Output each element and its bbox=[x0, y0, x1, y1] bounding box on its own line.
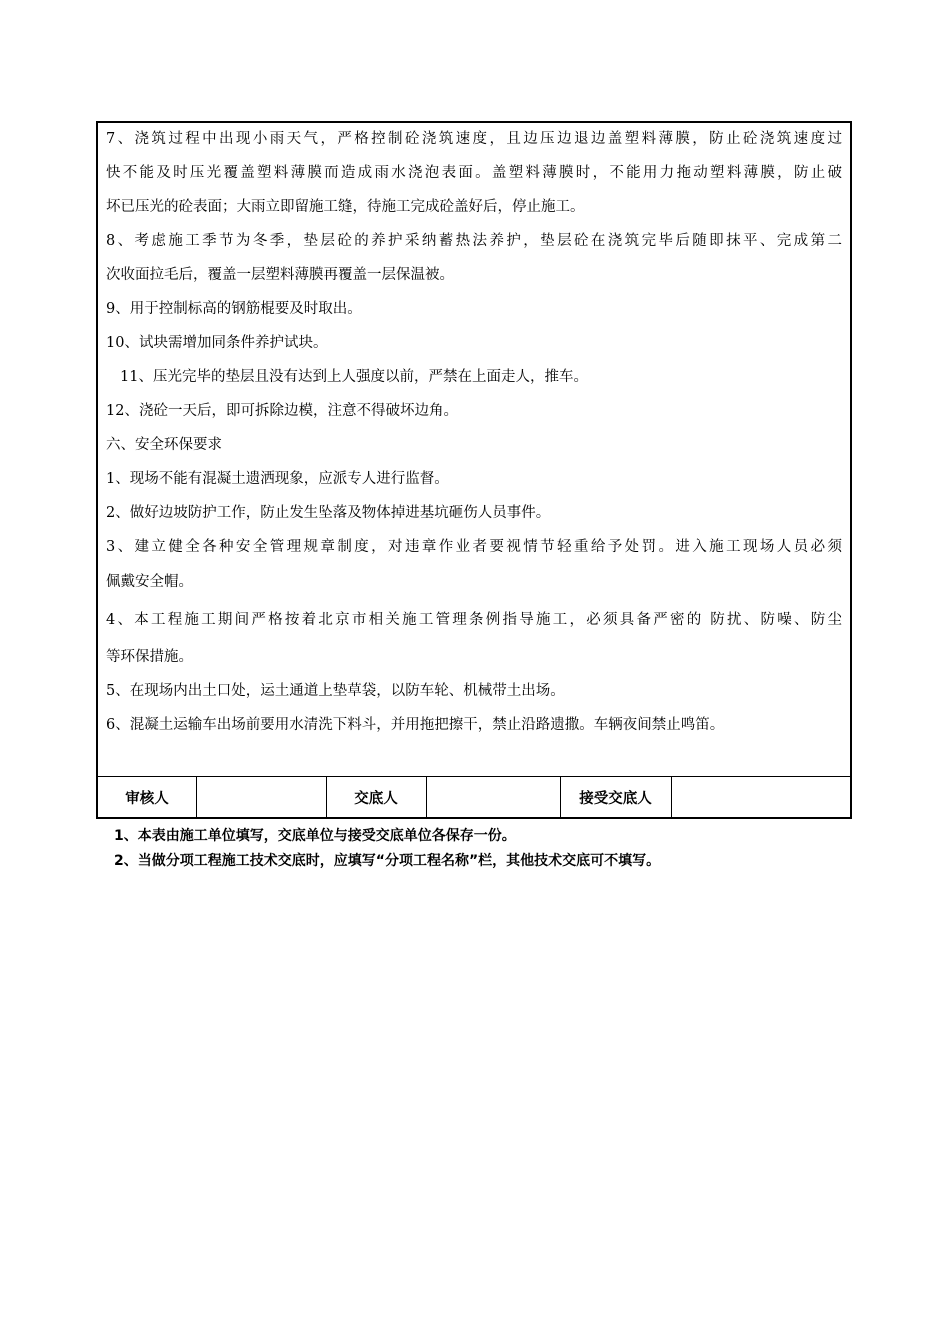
content-line: 10、试块需增加同条件养护试块。 bbox=[106, 335, 328, 351]
receiver-field[interactable] bbox=[671, 777, 850, 817]
content-line: 5、在现场内出土口处，运土通道上垫草袋，以防车轮、机械带土出场。 bbox=[106, 683, 565, 699]
content-line: 快不能及时压光覆盖塑料薄膜而造成雨水浇泡表面。盖塑料薄膜时，不能用力拖动塑料薄膜，防止破 bbox=[106, 165, 842, 181]
content-cell bbox=[106, 123, 842, 778]
signature-row bbox=[98, 776, 850, 817]
content-line: 1、现场不能有混凝土遗洒现象，应派专人进行监督。 bbox=[106, 471, 449, 487]
content-line: 次收面拉毛后，覆盖一层塑料薄膜再覆盖一层保温被。 bbox=[106, 267, 454, 283]
content-line: 佩戴安全帽。 bbox=[106, 574, 193, 590]
section-heading: 六、安全环保要求 bbox=[106, 437, 222, 453]
content-line: 7、浇筑过程中出现小雨天气，严格控制砼浇筑速度，且边压边退边盖塑料薄膜，防止砼浇筑速度过 bbox=[106, 131, 842, 147]
receiver-label: 接受交底人 bbox=[560, 777, 672, 817]
content-line: 12、浇砼一天后，即可拆除边模，注意不得破坏边角。 bbox=[106, 403, 458, 419]
reviewer-field[interactable] bbox=[196, 777, 327, 817]
footnote: 1、本表由施工单位填写，交底单位与接受交底单位各保存一份。 bbox=[114, 828, 516, 844]
footnote: 2、当做分项工程施工技术交底时，应填写“分项工程名称”栏，其他技术交底可不填写。 bbox=[114, 853, 661, 869]
presenter-field[interactable] bbox=[426, 777, 561, 817]
content-line: 3、建立健全各种安全管理规章制度，对违章作业者要视情节轻重给予处罚。进入施工现场人员必须 bbox=[106, 539, 842, 555]
reviewer-label: 审核人 bbox=[98, 777, 197, 817]
content-line: 坏已压光的砼表面；大雨立即留施工缝，待施工完成砼盖好后，停止施工。 bbox=[106, 199, 585, 215]
content-line: 2、做好边坡防护工作，防止发生坠落及物体掉进基坑砸伤人员事件。 bbox=[106, 505, 551, 521]
content-line: 11、压光完毕的垫层且没有达到上人强度以前，严禁在上面走人，推车。 bbox=[120, 369, 588, 385]
content-line: 6、混凝土运输车出场前要用水清洗下料斗，并用拖把擦干，禁止沿路遗撒。车辆夜间禁止鸣笛。 bbox=[106, 717, 725, 733]
content-line: 等环保措施。 bbox=[106, 649, 193, 665]
content-line: 4、本工程施工期间严格按着北京市相关施工管理条例指导施工，必须具备严密的 防扰、防噪、防尘 bbox=[106, 612, 842, 628]
content-line: 8、考虑施工季节为冬季，垫层砼的养护采纳蓄热法养护，垫层砼在浇筑完毕后随即抹平、完成第二 bbox=[106, 233, 842, 249]
presenter-label: 交底人 bbox=[326, 777, 427, 817]
content-line: 9、用于控制标高的钢筋棍要及时取出。 bbox=[106, 301, 362, 317]
disclosure-table bbox=[96, 121, 852, 819]
